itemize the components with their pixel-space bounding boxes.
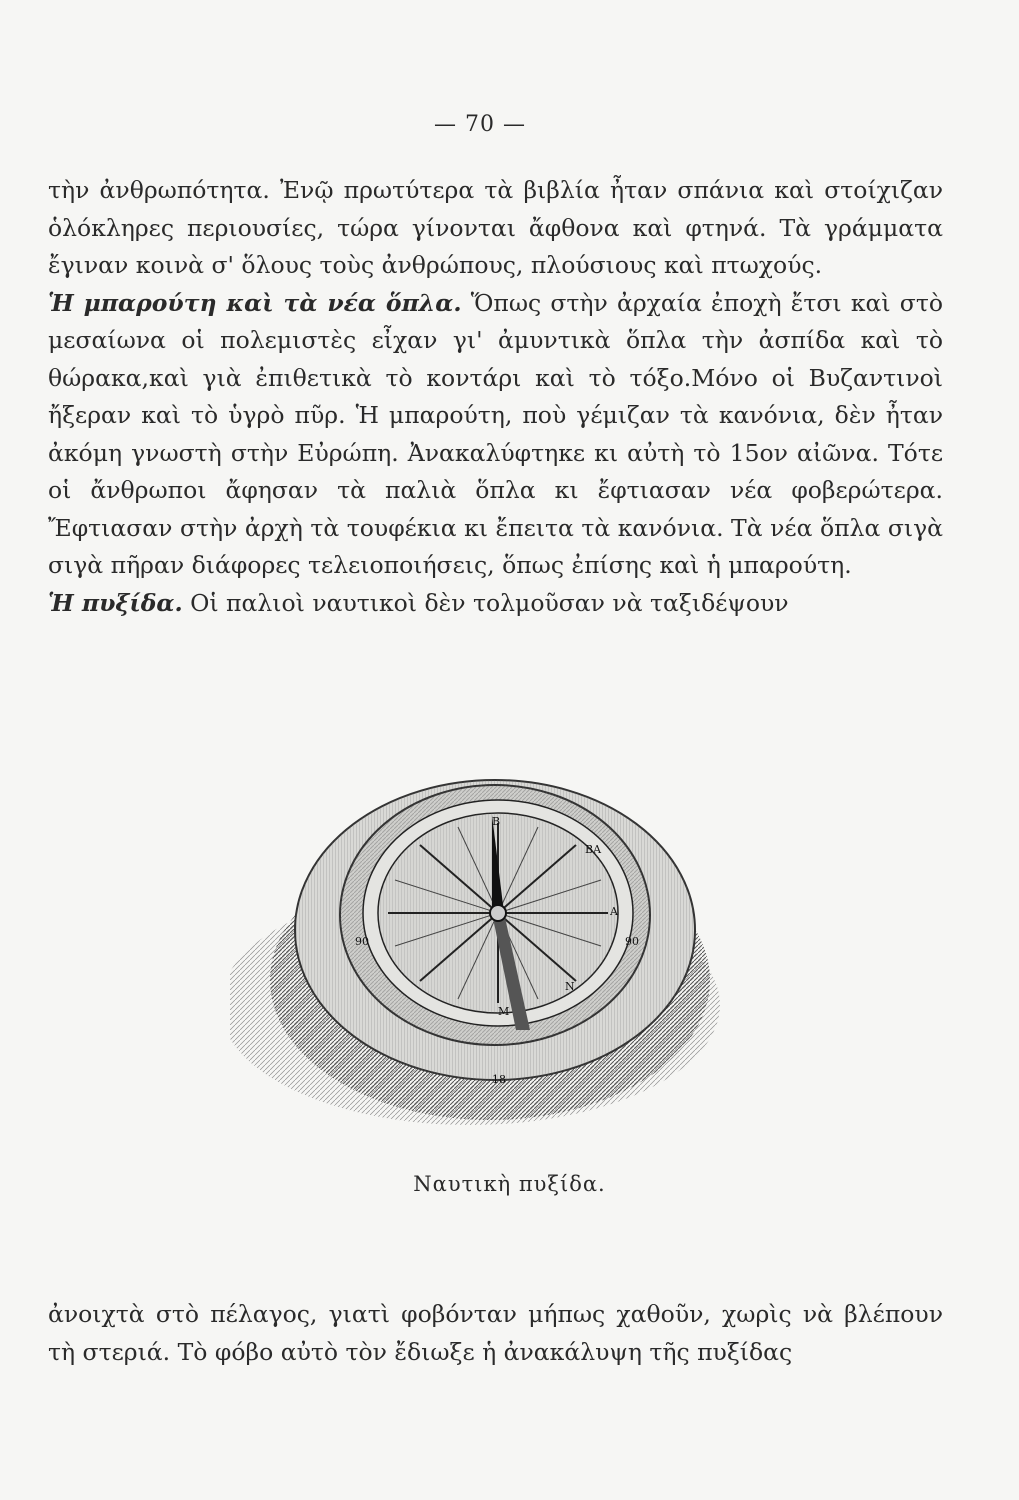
compass-mark-ba: BA bbox=[585, 843, 602, 856]
compass-mark-90-right: 90 bbox=[625, 935, 639, 948]
compass-mark-90-left: 90 bbox=[355, 935, 369, 948]
paragraph-bottom: ἀνοιχτὰ στὸ πέλαγος, γιατὶ φοβόνταν μήπως χαθοῦν, χωρὶς νὰ βλέπουν τὴ στεριά. Τὸ φόβο αὐτὸ τὸν ἔδιωξε ἡ ἀνακάλυψη τῆς πυξίδας bbox=[48, 1300, 943, 1366]
page-number: — 70 — bbox=[434, 112, 526, 137]
compass-mark-a: A bbox=[610, 905, 618, 918]
section-text-compass: Οἱ παλιοὶ ναυτικοὶ δὲν τολμοῦσαν νὰ ταξιδέψουν bbox=[182, 588, 789, 617]
paragraph-compass bbox=[48, 585, 943, 623]
paragraph-humanity: τὴν ἀνθρωπότητα. Ἐνῷ πρωτύτερα τὰ βιβλία ἦταν σπάνια καὶ στοίχιζαν ὁλόκληρες περιουσίες, τώρα γίνονται ἄφθονα καὶ φτηνά. Τὰ γράμματα ἔγιναν κοινὰ σ' ὅλους τοὺς ἀνθρώπους, πλούσιους καὶ πτωχούς. bbox=[48, 176, 943, 279]
compass-mark-m: M bbox=[498, 1005, 510, 1018]
main-text bbox=[48, 172, 943, 622]
compass-mark-18: 18 bbox=[492, 1073, 506, 1086]
bottom-text bbox=[48, 1296, 943, 1371]
section-heading-compass: Ἡ πυξίδα. bbox=[48, 588, 183, 617]
compass-mark-b: B bbox=[492, 815, 501, 828]
compass-illustration bbox=[230, 745, 750, 1140]
compass-engraving bbox=[230, 745, 750, 1140]
compass-mark-n: N bbox=[565, 980, 575, 993]
section-text-gunpowder: Ὅπως στὴν ἀρχαία ἐποχὴ ἔτσι καὶ στὸ μεσαίωνα οἱ πολεμιστὲς εἶχαν γι' ἀμυντικὰ ὅπλα τὴν ἀσπίδα καὶ τὸ θώρακα,καὶ γιὰ ἐπιθετικὰ τὸ κοντάρι καὶ τὸ τόξο.Μόνο οἱ Βυζαντινοὶ ἤξεραν καὶ τὸ ὑγρὸ πῦρ. Ἡ μπαρούτη, ποὺ γέμιζαν τὰ κανόνια, δὲν ἦταν ἀκόμη γνωστὴ στὴν Εὐρώπη. Ἀνακαλύφτηκε κι αὐτὴ τὸ 15ον αἰῶνα. Τότε οἱ ἄνθρωποι ἄφησαν τὰ παλιὰ ὅπλα κι ἔφτιασαν νέα φοβερώτερα. Ἔφτιασαν στὴν ἀρχὴ τὰ τουφέκια κι ἔπειτα τὰ κανόνια. Τὰ νέα ὅπλα σιγὰ σιγὰ πῆραν διάφορες τελειοποιήσεις, ὅπως ἐπίσης καὶ ἡ μπαρούτη. bbox=[48, 288, 943, 579]
section-heading-gunpowder: Ἡ μπαρούτη καὶ τὰ νέα ὅπλα. bbox=[48, 288, 462, 317]
paragraph-gunpowder bbox=[48, 285, 943, 585]
figure-caption: Ναυτικὴ πυξίδα. bbox=[413, 1172, 606, 1196]
